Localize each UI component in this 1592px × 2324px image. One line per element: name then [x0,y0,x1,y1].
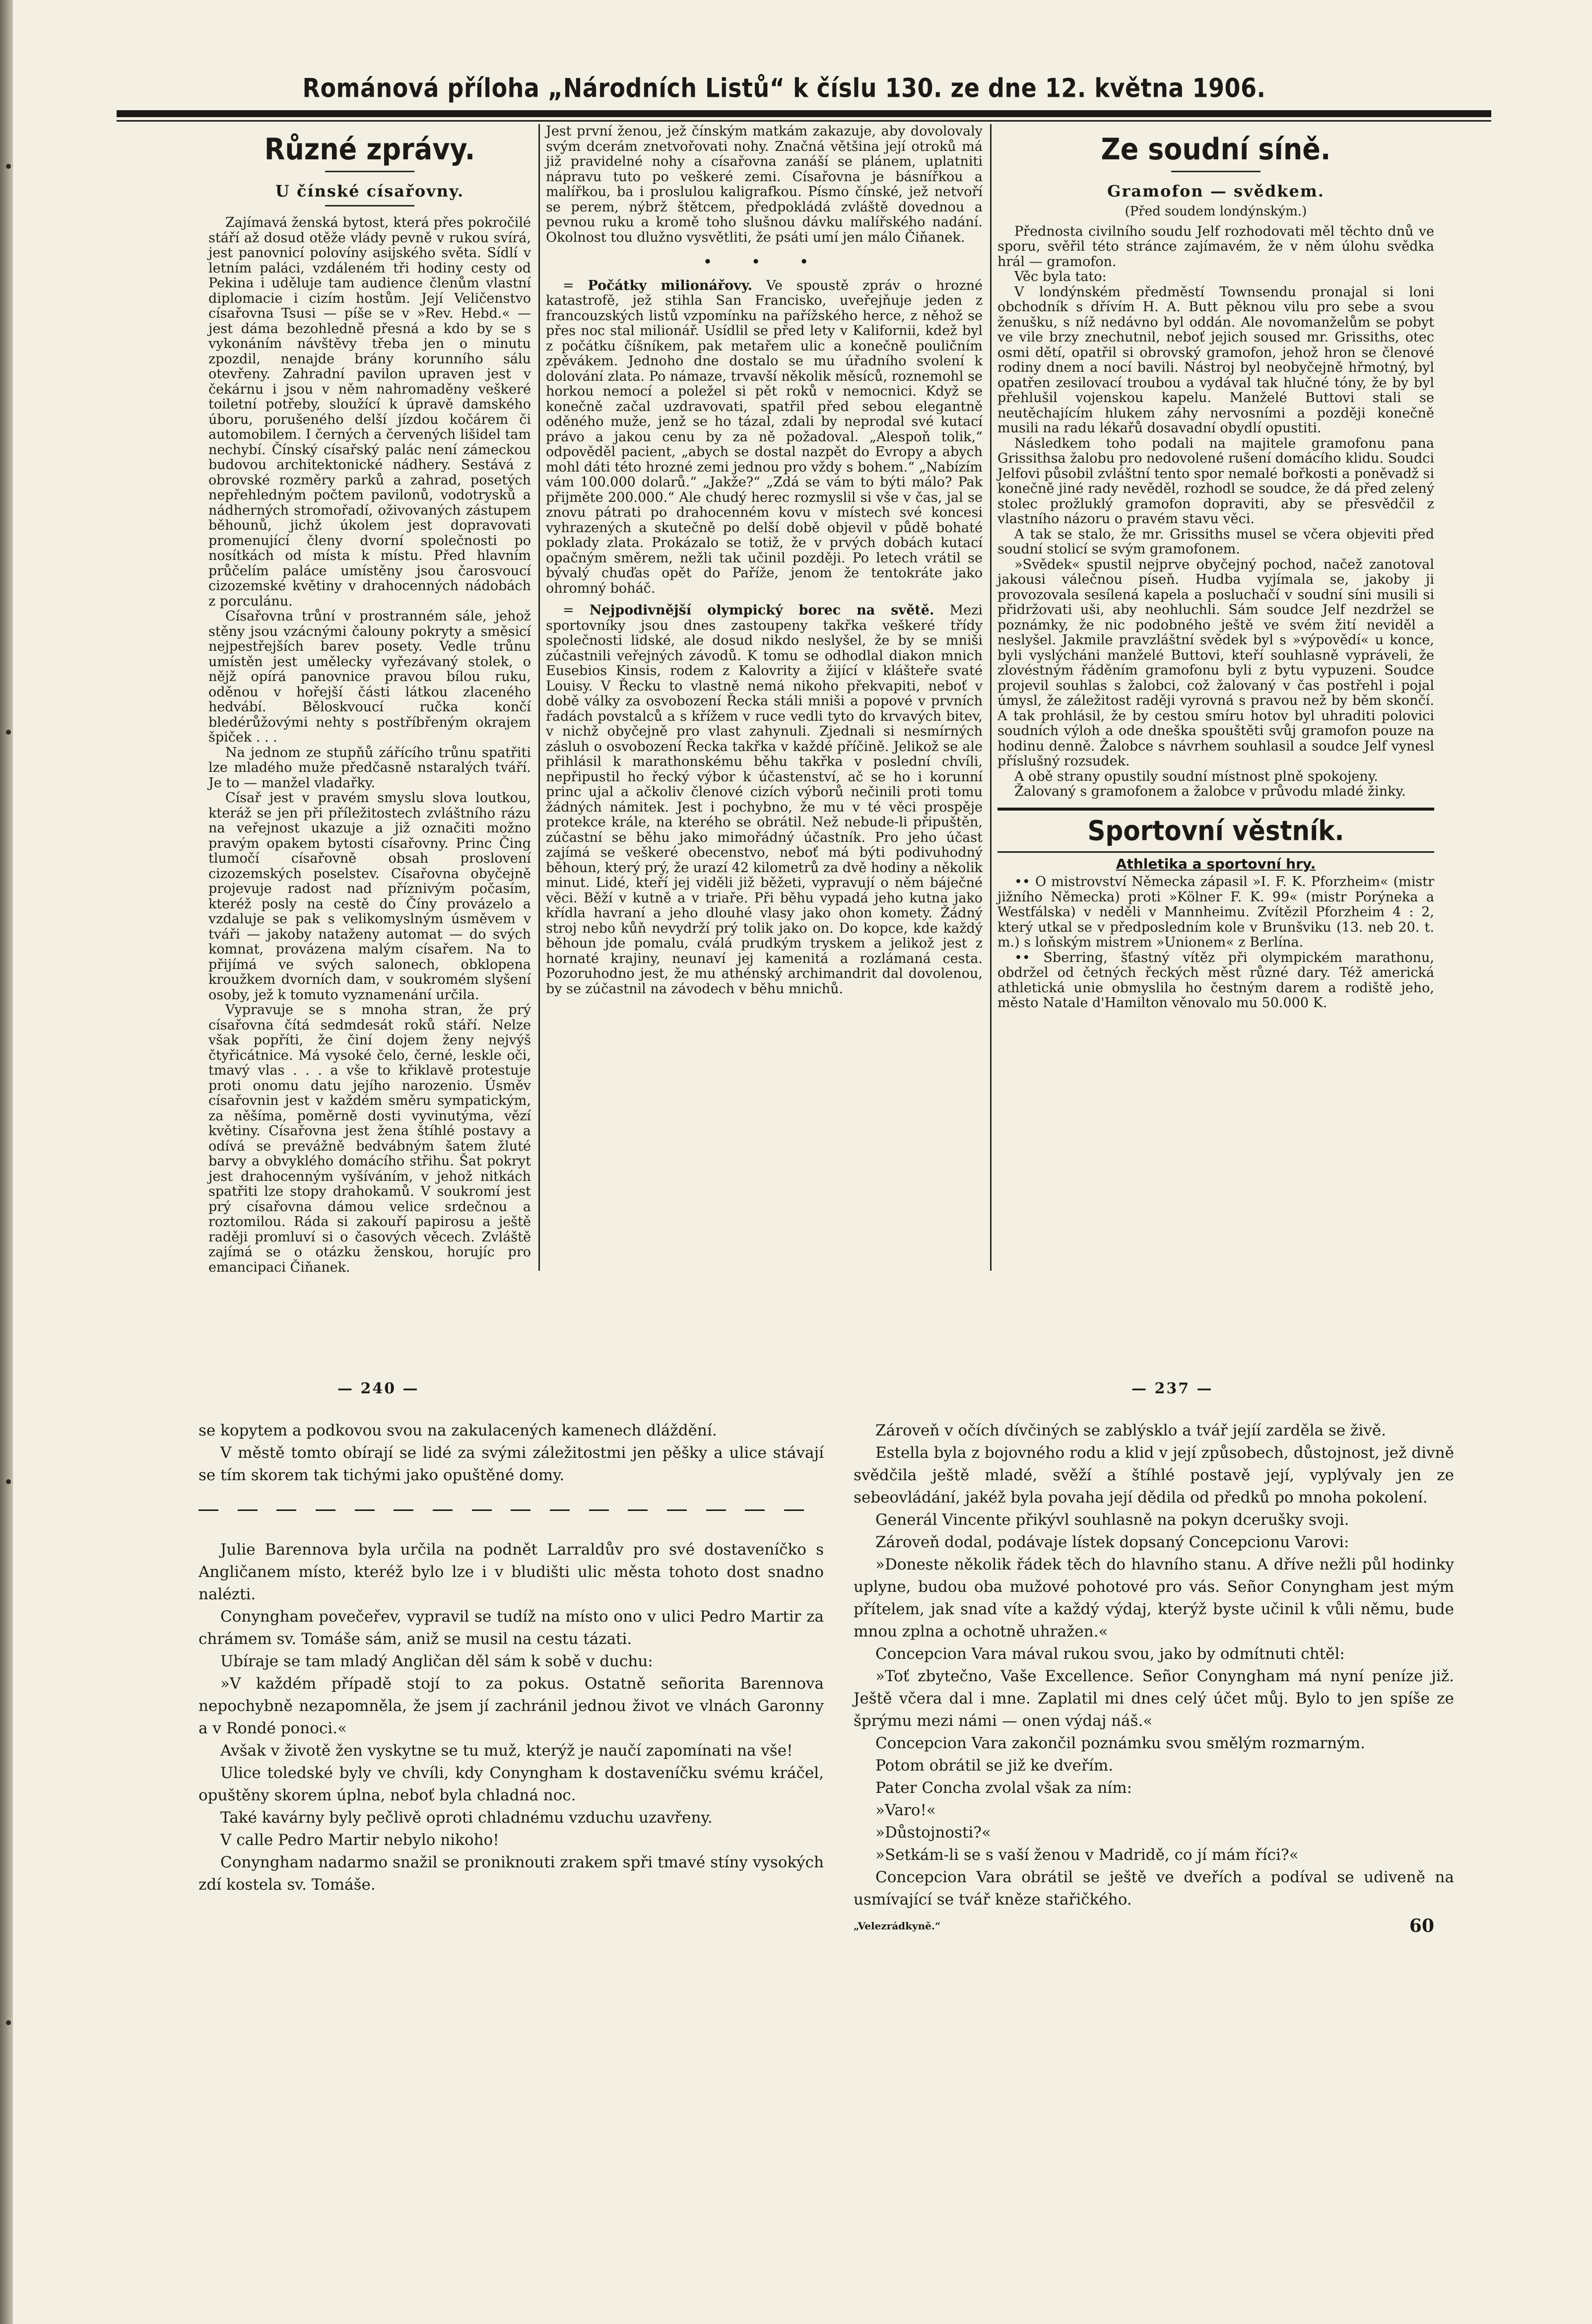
binding-hole [6,730,11,735]
novel-paragraph: Ubíraje se tam mladý Angličan děl sám k sobě v duchu: [220,1652,653,1670]
novel-paragraph: »Důstojnosti?« [875,1824,991,1842]
novel-paragraph: se kopytem a podkovou svou na zakulacených kamenech dláždění. [199,1422,717,1439]
novel-paragraph: Estella byla z bojovného rodu a klid v její způsobech, důstojnost, jež divně svědčila ještě mladé, svěží a štíhlé postavě její, vyplývaly jen ze sebeovládání, jakéž byla povaha její dědila od předků po mnoha pokolení. [854,1444,1454,1506]
novel-paragraph: »V každém případě stojí to za pokus. Ostatně señorita Barennova nepochybně nezapomněla, že jsem jí zachránil jednou život ve vlnách Garonny a v Rondé ponoci.« [199,1675,824,1737]
article-paragraph: Přednosta civilního soudu Jelf rozhodovati měl těchto dnů ve sporu, svěřil této stránce zajímavém, že v něm úlohu svědka hrál — gramofon. [997,223,1434,270]
section-title: Různé zprávy. [264,132,475,167]
article-paragraph: A obě strany opustily soudní místnost plně spokojeny. [1014,768,1378,784]
novel-page-left [199,1420,824,1896]
title-rule [1171,171,1260,172]
article-paragraph: Na jednom ze stupňů zářícího trůnu spatřiti lze mladého muže předčasně nstaralých tváří. Je to — manžel vladařky. [208,745,531,791]
novel-paragraph: Julie Barennova byla určila na podnět Larraldův pro své dostaveníčko s Angličanem místo, kteréž bylo lze i v bludišti ulic města tohoto dost snadno nalézti. [199,1541,824,1603]
page-footer [854,1915,1454,1937]
sport-section [997,808,1434,853]
binding-hole [6,2020,11,2025]
novel-paragraph: Také kavárny byly pečlivě oproti chladnému vzduchu uzavřeny. [220,1809,713,1827]
novel-title-footer: „Velezrádkyně.“ [854,1920,941,1932]
section-title: Ze soudní síně. [1101,132,1331,167]
novel-paragraph: Generál Vincente přikývl souhlasně na pokyn dcerušky svoji. [875,1511,1349,1529]
column-left [208,124,531,1275]
article-inline-title: Nejpodivnější olympický borec na světě. [589,603,934,618]
novel-paragraph: V calle Pedro Martir nebylo nikoho! [220,1831,499,1849]
section-title: Sportovní věstník. [1087,815,1344,847]
masthead-rule-thin [117,120,1491,122]
article-paragraph: »Svědek« spustil nejprve obyčejný pochod, načež zanotoval jakousi válečnou píseň. Hudba vyjímala se, jakoby ji provozovala sesílená kapela a posluchačí v soudní síni musili si přidržovati uši, aby neohluchli. Sám soudce Jelf nezdržel se poznámky, že nic podobného ještě ve svém žití neviděl a neslyšel. Jakmile pravzláštní svědek byl s »výpovědí« u konce, byli vyslýcháni manželé Buttovi, kteří souhlasně vypráveli, že zlovéstným řáděním gramofonu byli z bytu vypuzeni. Soudce projevil souhlas s žalobci, což žalovaný v čas postřehl i pojal úmysl, že záležitost raději vyrovná s pravou než by běm skončí. A tak prohlásil, že by cestou smíru hotov byl uhraditi polovici soudních výloh a ode dneška spouštěti svůj gramofon pouze na hodinu denně. Žalobce s návrhem souhlasil a soudce Jelf vynesl příslušný rozsudek. [997,556,1434,769]
masthead-rule [117,110,1491,117]
article-paragraph: •• O mistrovství Německa zápasil »I. F. K. Pforzheim« (mistr jižního Německa) proti »Kölner F. K. 99« (mistr Porýneka a Westfálska) v neděli v Mannheimu. Zvítězil Pforzheim 4 : 2, který utkal se v předposledním kole v Brunšviku (13. neb 20. t. m.) s loňským mistrem »Unionem« z Berlína. [997,874,1434,950]
binding-hole [6,1479,11,1484]
article-paragraph: A tak se stalo, že mr. Grissiths musel se včera objeviti před soudní stolicí se svým gramofonem. [997,526,1434,557]
novel-paragraph: Ulice toledské byly ve chvíli, kdy Conyngham k dostaveníčku svému kráčel, opuštěny skorem úplna, neboť byla chladná noc. [199,1764,824,1804]
article-paragraph: •• Sberring, šťastný vítěz při olympickém marathonu, obdržel od četných řeckých měst různé dary. Též americká athletická unie obmyslila ho čestným darem a rodiště jeho, město Natale d'Hamilton věnovalo mu 50.000 K. [997,950,1434,1011]
article-paragraph: = Nejpodivnější olympický borec na světě. Mezi sportovníky jsou dnes zastoupeny takřka veškeré třídy společnosti lidské, ale dosud nikdo neslyšel, že by se mniši zúčastnili veřejných závodů. K tomu se odhodlal diakon mnich Eusebios Kinsis, rodem z Kalovrity a žijící v klášteře svaté Louisy. V Řecku to vlastně nemá nikoho překvapiti, neboť v době války za osvobození Řecka stáli mniši a popové v prvních řadách povstalců a s křížem v ruce vedli tyto do krvavých bitev, v nichž obyčejně pro vlast zahynuli. Zjednali si nesmírných zásluh o osvobození Řecka takřka v každé příčině. Jelikož se ale přihlásil k marathonskému běhu takřka v poslední chvíli, nepřipustil ho řecký výbor k účastenství, ač se ho i korunní princ ujal a ačkoliv členové cizích výborů nečinili proti tomu žádných námitek. Jest i pochybno, že mu v té věci prospěje protekce krále, na kterého se obrátil. Než nebude-li připuštěn, zúčastní se běhu jako mimořádný účastník. Pro jeho účast zajímá se veškeré obecenstvo, neboť má býti podivuhodný běhoun, který prý, že urazí 42 kilometrů za dvě hodiny a několik minut. Lidé, kteří jej viděli již běžeti, vypravují o něm báječné věci. Běží v kutně a v triaře. Při běhu vypadá jeho kutna jako křídla havraní a jeho dlouhé vlasy jako ohon komety. Žádný stroj nebo kůň nevydrží prý tolik jako on. Do kopce, kde každý běhoun jde pomalu, cválá prudkým tryskem a jelikož jest z hornaté krajiny, neunaví jej kamenitá a rozlámaná cesta. Pozoruhodno jest, že mu athénský archimandrit dal dovolenou, by se zúčastnil na závodech v běhu mnichů. [546,603,983,997]
article-text: Mezi sportovníky jsou dnes zastoupeny takřka veškeré třídy společnosti lidské, ale dosud nikdo neslyšel, že by se mniši zúčastnili veřejných závodů. K tomu se odhodlal diakon mnich Eusebios Kinsis, rodem z Kalovrity a žijící v klášteře svaté Louisy. V Řecku to vlastně nemá nikoho překvapiti, neboť v době války za osvobození Řecka stáli mniši a popové v prvních řadách povstalců a s křížem v ruce vedli tyto do krvavých bitev, v nichž obyčejně pro vlast zahynuli. Zjednali si nesmírných zásluh o osvobození Řecka takřka v každé příčině. Jelikož se ale přihlásil k marathonskému běhu takřka v poslední chvíli, nepřipustil ho řecký výbor k účastenství, ač se ho i korunní princ ujal a ačkoliv členové cizích výborů nečinili proti tomu žádných námitek. Jest i pochybno, že mu v té věci prospěje protekce krále, na kterého se obrátil. Než nebude-li připuštěn, zúčastní se běhu jako mimořádný účastník. Pro jeho účast zajímá se veškeré obecenstvo, neboť má býti podivuhodný běhoun, který prý, že urazí 42 kilometrů za dvě hodiny a několik minut. Lidé, kteří jej viděli již běžeti, vypravují o něm báječné věci. Běží v kutně a v triaře. Při běhu vypadá jeho kutna jako křídla havraní a jeho dlouhé vlasy jako ohon komety. Žádný stroj nebo kůň nevydrží prý tolik jako on. Do kopce, kde každý běhoun jde pomalu, cválá prudkým tryskem a jelikož jest z hornaté krajiny, neunaví jej kamenitá a rozlámaná cesta. Pozoruhodno jest, že mu athénský archimandrit dal dovolenou, by se zúčastnil na závodech v běhu mnichů. [546,603,983,997]
column-divider [538,124,540,1271]
novel-paragraph: Concepcion Vara zakončil poznámku svou smělým rozmarným. [875,1734,1365,1752]
scan-edge-shadow [0,0,13,2324]
section-break-dashes [199,1509,824,1511]
article-title: U čínské císařovny. [275,182,464,201]
article-subtitle: (Před soudem londýnským.) [1125,204,1307,219]
article-paragraph: Jest první ženou, jež čínským matkám zakazuje, aby dovolovaly svým dcerám znetvořovati nohy. Značná většina její otroků má již pravidelné nohy a císařovna zanáší se plánem, uplatniti nápravu tuto po veškeré zemi. Císařovna je básnířkou a malířkou, ba i proslulou kaligrafkou. Písmo čínské, jež netvoří se perem, nýbrž štětcem, předpokládá zvláště dovednou a pevnou ruku a kromě toho slušnou dávku malířského nadání. Okolnost tou dlužno vysvětliti, že psáti umí jen málo Čiňanek. [546,124,983,245]
novel-paragraph: Concepcion Vara obrátil se ještě ve dveřích a podíval se udiveně na usmívající se tvář kněze stařičkého. [854,1868,1454,1909]
novel-paragraph: Zároveň v očích dívčiných se zablýsklo a tvář jejíí zarděla se živě. [875,1422,1387,1439]
novel-page-right [854,1420,1454,1937]
article-paragraph: Věc byla tato: [1014,269,1107,284]
sheet-number: 60 [1409,1915,1434,1936]
page-number-left: — 240 — [337,1380,419,1397]
novel-paragraph: Pater Concha zvolal však za ním: [875,1779,1132,1797]
column-middle [546,124,983,997]
article-paragraph: = Počátky milionářovy. Ve spoustě zpráv o hrozné katastrofě, jež stihla San Francisko, uveřejňuje jeden z francouzských listů vzpomínku na pařížského herce, z něhož se přes noc stal milionář. Usídlil se před lety v Kalifornii, kdež byl z počátku číšníkem, pak metařem ulic a konečně pouličním zpěvákem. Jednoho dne dostalo se mu úřadního svolení k dolování zlata. Po námaze, trvavší několik měsíců, roznemohl se horkou nemocí a poležel si pět roků v nemocnici. Když se konečně začal uzdravovati, spatřil před sebou elegantně oděného muže, jenž se ho tázal, zdali by neprodal své kutací právo a jakou cenu by za ně požadoval. „Alespoň tolik,“ odpověděl pacient, „abych se dostal nazpět do Evropy a abych mohl dáti této hrozné zemi jednou pro vždy s bohem.“ „Nabízím vám 100.000 dolarů.“ „Jakže?“ „Zdá se vám to býti málo? Pak přijměte 200.000.“ Ale chudý herec rozmyslil si vše v čas, jal se znovu pátrati po drahocenném kovu v místech své koncesi vyhrazených a skutečně po delší době objevil v půdě bohaté poklady zlata. Prokázalo se totiž, že v prvých dobách kutací opačným směrem, nežli tak učinil později. Po letech vrátil se bývalý chuďas opět do Paříže, jenom že tentokráte jako ohromný boháč. [546,277,983,596]
novel-paragraph: V městě tomto obírají se lidé za svými záležitostmi jen pěšky a ulice stávají se tím skorem tak tichými jako opuštěné domy. [199,1444,824,1484]
novel-paragraph: Potom obrátil se již ke dveřím. [875,1757,1114,1775]
article-paragraph: Zajímavá ženská bytost, která přes pokročilé stáří až dosud otěže vlády pevně v rukou svírá, jest panovnicí polovíny asijského světa. Sídlí v letním paláci, vzdáleném tři hodiny cesty od Pekina i uděluje tam audience členům vlastní diplomacie i cizím hostům. Její Veličenstvo císařovna Tsusi — píše se v »Rev. Hebd.« — jest dáma bezohledně přesná a kdo by se s vykonáním návštěvy třeba jen o minutu zpozdil, nenajde brány korunního sálu otevřeny. Zahradní pavilon upraven jest v čekárnu i jsou v něm nahromaděny veškeré toiletní potřeby, sloužící k úpravě damského úboru, porušeného delší jízdou kočárem či automobilem. I černých a červených lišidel tam nechybí. Čínský císařský palác není zámeckou budovou architektonické nádhery. Sestává z obrovské rozměry parků a zahrad, posetých nepřehledným počtem pavilonů, vodotrysků a nádherných stromořadí, oživovaných zástupem běhounů, jichž úkolem jest dopravovati promenující členy dvorní společnosti po nosítkách od místa k místu. Před hlavním průčelím paláce umístěny jsou čarosvoucí cizozemské květiny v drahocenných nádobách z porculánu. [208,215,531,609]
novel-paragraph: Conyngham nadarmo snažil se proniknouti zrakem spři tmavé stíny vysokých zdí kostela sv. Tomáše. [199,1853,824,1894]
article-paragraph: Žalovaný s gramofonem a žalobce v průvodu mladé žinky. [1014,784,1406,799]
novel-paragraph: »Doneste několik řádek těch do hlavního stanu. A dříve nežli půl hodinky uplyne, budou oba mužové pohotové pro vás. Señor Conyngham jest mým přítelem, jak snad víte a každý výdaj, kterýž byste učinil k vůli němu, bude mnou zplna a ochotně uhražen.« [854,1556,1454,1640]
novel-paragraph: »Toť zbytečno, Vaše Excellence. Señor Conyngham má nyní peníze již. Ještě včera dal i mne. Zaplatil mi dnes celý účet můj. Bylo to jen spíše ze šprýmu mezi námi — onen výdaj náš.« [854,1667,1454,1730]
sport-subtitle: Athletika a sportovní hry. [1116,855,1316,872]
novel-paragraph: »Varo!« [875,1801,936,1819]
article-inline-title: Počátky milionářovy. [588,277,752,293]
article-paragraph: V londýnském předměstí Townsendu pronajal si loni obchodník s dřívím H. A. Butt pěknou vilu pro sebe a svou ženušku, s níž nedávno byl oddán. Ale novomanželům se pobyt ve vile brzy znechutnil, neboť jejich soused mr. Grissiths, otec osmi dětí, opatřil si obrovský gramofon, jehož hron se členové rodiny dnem a nocí bavili. Nástroj byl neobyčejně hřmotný, byl opatřen zesilovací troubou a vydával tak hlučné tóny, že by byl přehlušil vojenskou kapelu. Manželé Buttovi stali se neutěchajícím hlukem záhy nervosními a později konečně musili na radu lékařů dosavadní obydlí opustiti. [997,284,1434,436]
title-rule [325,205,414,206]
novel-paragraph: Avšak v životě žen vyskytne se tu muž, kterýž je naučí zapomínati na vše! [220,1742,793,1760]
article-text: Ve spoustě zpráv o hrozné katastrofě, jež stihla San Francisko, uveřejňuje jeden z francouzských listů vzpomínku na pařížského herce, z něhož se přes noc stal milionář. Usídlil se před lety v Kalifornii, kdež byl z počátku číšníkem, pak metařem ulic a konečně pouličním zpěvákem. Jednoho dne dostalo se mu úřadního svolení k dolování zlata. Po námaze, trvavší několik měsíců, roznemohl se horkou nemocí a poležel si pět roků v nemocnici. Když se konečně začal uzdravovati, spatřil před sebou elegantně oděného muže, jenž se ho tázal, zdali by neprodal své kutací právo a jakou cenu by za ně požadoval. „Alespoň tolik,“ odpověděl pacient, „abych se dostal nazpět do Evropy a abych mohl dáti této hrozné zemi jednou pro vždy s bohem.“ „Nabízím vám 100.000 dolarů.“ „Jakže?“ „Zdá se vám to býti málo? Pak přijměte 200.000.“ Ale chudý herec rozmyslil si vše v čas, jal se znovu pátrati po drahocenném kovu v místech své koncesi vyhrazených a skutečně po delší době objevil v půdě bohaté poklady zlata. Prokázalo se totiž, že v prvých dobách kutací opačným směrem, nežli tak učinil později. Po letech vrátil se bývalý chuďas opět do Paříže, jenom že tentokráte jako ohromný boháč. [546,277,983,596]
page-number-right: — 237 — [1131,1380,1213,1397]
novel-paragraph: Zároveň dodal, podávaje lístek dopsaný Concepcionu Varovi: [875,1533,1349,1551]
column-divider [990,124,992,1271]
masthead: Románová příloha „Národních Listů“ k číslu 130. ze dne 12. května 1906. [302,72,1266,104]
novel-paragraph: »Setkám-li se s vaší ženou v Madridě, co jí mám říci?« [875,1846,1299,1864]
article-title: Gramofon — svědkem. [1107,182,1325,201]
article-paragraph: Vypravuje se s mnoha stran, že prý císařovna čítá sedmdesát roků stáří. Nelze však popříti, že činí dojem ženy nejvýš čtyřicátnice. Má vysoké čelo, černé, leskle oči, tmavý vlas . . . a vše to křiklavě protestuje proti onomu datu jejího narozenio. Úsměv císařovnin jest v každém směru sympatickým, za něšíma, poměrně dosti vyvinutýma, vězí květiny. Císařovna jest žena štíhlé postavy a odívá se prevážně bedvábným šatem žluté barvy a obvyklého domácího střihu. Šat pokryt jest drahocenným vyšíváním, v jehož nitkách spatřiti lze stopy drahokamů. V soukromí jest prý císařovna dámou velice srdečnou a roztomilou. Ráda si zakouří papirosu a ještě raději promluví si o časových věcech. Zvláště zajímá se o otázku ženskou, horujíc pro emancipaci Čiňanek. [208,1002,531,1275]
separator-dots: • • • [703,252,826,271]
title-rule [325,171,414,172]
column-right [997,124,1434,1011]
article-paragraph: Císař jest v pravém smyslu slova loutkou, kteráž se jen při příležitostech zvláštního rázu na veřejnost ukazuje a již označiti možno pravým opakem bytosti císařovny. Princ Čing tlumočí císařovně obsah proslovení cizozemských poselstev. Císařovna obyčejně projevuje radost nad příznivým počasím, kteréž posly na cestě do Číny provázelo a vzdaluje se pak s velikomyslným úsměvem v tváři — jakoby nataženy automat — do svých komnat, provázena malým císařem. Na to přijímá ve svých salonech, obklopena kroužkem dvorních dam, v soukromém slyšení osoby, jež k tomuto vyznamenání určila. [208,790,531,1003]
article-paragraph: Císařovna trůní v prostranném sále, jehož stěny jsou vzácnými čalouny pokryty a směsicí nejpestřejších barev posety. Vedle trůnu umístěn jest umělecky vyřezávaný stolek, o nějž opírá panovnice pravou bílou ruku, oděnou v hořejší části látkou zlaceného hedvábí. Běloskvoucí ručka končí bledérůžovými nehty s postříbřeným okrajem špiček . . . [208,609,531,745]
novel-paragraph: Concepcion Vara mával rukou svou, jako by odmítnuti chtěl: [875,1645,1345,1663]
binding-hole [6,164,11,169]
article-paragraph: Následkem toho podali na majitele gramofonu pana Grissithsa žalobu pro nedovolené rušení domácího klidu. Soudci Jelfovi působil zvláštní tento spor nemalé bořkosti a poněvadž si konečně jiné rady nevěděl, rozhodl se soudce, že dá před zelený stolec prožluklý gramofon dopraviti, aby se přesvědčil z vlastního názoru o pravém stavu věci. [997,435,1434,527]
novel-paragraph: Conyngham povečeřev, vypravil se tudíž na místo ono v ulici Pedro Martir za chrámem sv. Tomáše sám, aniž se musil na cestu tázati. [199,1608,824,1648]
